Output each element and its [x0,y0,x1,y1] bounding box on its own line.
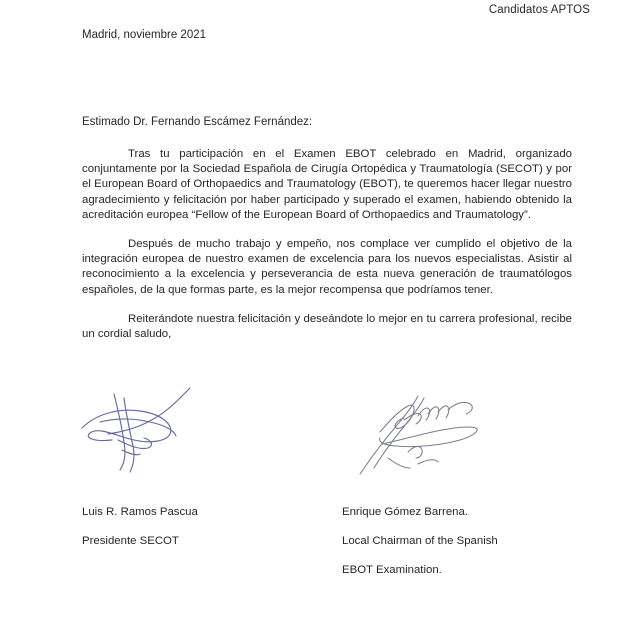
signatory-right-title-line-2: EBOT Examination. [342,563,442,576]
date-line: Madrid, noviembre 2021 [82,29,207,41]
paragraph-1: Tras tu participación en el Examen EBOT celebrado en Madrid, organizado conjuntamente por la Sociedad Española de Cirugía Ortopédica y Traumatología (SECOT) y por el European Board of Orthopaedics and Traumatology (EBOT), te queremos hacer llegar nuestro agradecimiento y felicitación por haber participado y superado el examen, habiendo obtenido la acreditación europea “Fellow of the European Board of Orthopaedics and Traumatology”. [82,148,572,221]
letter-body [82,116,572,342]
signature-area [0,382,626,482]
paragraph-3: Reiterándote nuestra felicitación y deseándote lo mejor en tu carrera profesional, recibe un cordial saludo, [82,312,572,341]
signatory-left [82,490,198,563]
paragraph-2: Después de mucho trabajo y empeño, nos complace ver cumplido el objetivo de la integración europea de nuestro examen de excelencia para los nuevos especialistas. Asistir al reconocimiento a la excelencia y perseverancia de esta nueva generación de traumatólogos españoles, de la que formas parte, es la mejor recompensa que podríamos tener. [82,238,572,296]
signatory-left-name: Luis R. Ramos Pascua [82,505,198,518]
signature-enrique-gomez-barrena [352,382,492,485]
signatory-right-name: Enrique Gómez Barrena. [342,505,468,518]
salutation: Estimado Dr. Fernando Escámez Fernández: [82,116,313,128]
signatory-left-title: Presidente SECOT [82,534,179,547]
signature-luis-ramos-pascua [78,384,218,485]
signatory-right [342,490,498,592]
header-note: Candidatos APTOS [488,4,590,16]
signatory-right-title-line-1: Local Chairman of the Spanish [342,534,498,547]
